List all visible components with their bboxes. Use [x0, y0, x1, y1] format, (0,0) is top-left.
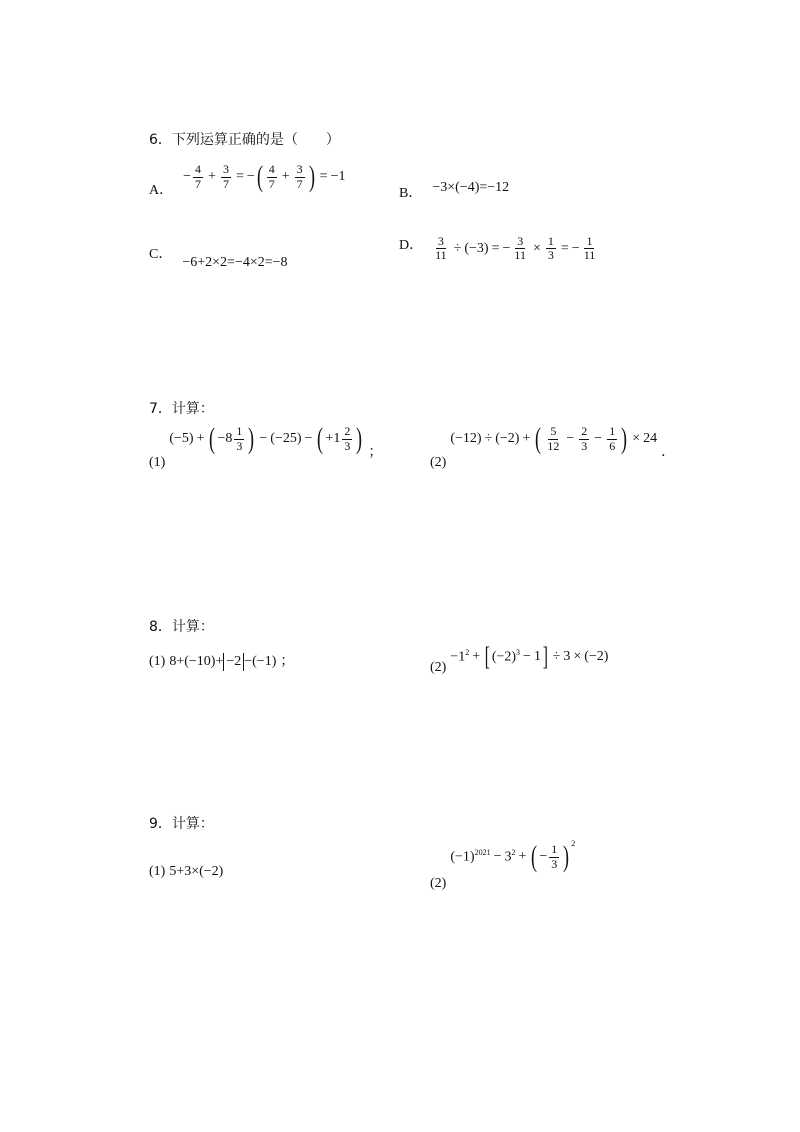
- part-2-label: (2): [430, 875, 447, 891]
- option-d-expression: $\frac{3}{11}$ ÷ (−3) = − $\frac{3}{11}$ × $\frac{1}{3}$ = − $\frac{1}{11}$: [435, 234, 596, 263]
- q6-option-a: [149, 160, 346, 198]
- option-c-label: C．: [149, 247, 173, 262]
- q9-part-1-expression: 5+3×(−2): [169, 864, 224, 879]
- option-c-expression: −6+2×2=−4×2=−8: [182, 255, 288, 270]
- part-1-label: (1): [149, 864, 166, 879]
- q7-part-1: [149, 422, 383, 470]
- part-2-label: (2): [430, 659, 447, 675]
- q7-part-1-tail: ；: [368, 445, 383, 460]
- q7-part-1-expression: (−5) + ( −8 $\frac{1}{3}$ ) − (−25) − ( +1 $\frac{2}{3}$ ): [169, 422, 363, 455]
- question-7-title: 7．计算：: [149, 401, 214, 417]
- q8-part-1-lead: 8+(−10)+: [169, 654, 224, 669]
- q6-option-d: [399, 230, 599, 262]
- q9-part-2-expression: $(-1)^{2021}$ − $3^2$ + ( − $\frac{1}{3}$ ) $^2$: [450, 838, 576, 873]
- q8-part-2: [430, 642, 609, 675]
- option-a-label: A．: [149, 183, 174, 198]
- q8-part-1-rest: −(−1): [244, 654, 277, 669]
- option-d-label: D．: [399, 238, 424, 253]
- part-2-label: (2): [430, 455, 447, 470]
- q6-option-c: [149, 243, 288, 270]
- question-6-title: 6．下列运算正确的是（ ）: [149, 132, 340, 148]
- q7-part-2-tail: ．: [661, 445, 676, 460]
- q8-part-2-expression: $-1^2$ + [ $(-2)^3$ − 1 ] ÷ 3 × (−2): [450, 642, 609, 671]
- option-b-expression: −3×(−4)=−12: [432, 180, 510, 195]
- part-1-label: (1): [149, 455, 166, 470]
- q9-part-2: [430, 838, 576, 891]
- absolute-value: −2: [223, 653, 244, 671]
- q7-part-2-expression: (−12) ÷ (−2) + ( $\frac{5}{12}$ − $\frac{2}{3}$ − $\frac{1}{6}$ ) × 24: [450, 422, 658, 455]
- option-a-expression: − $\frac{4}{7}$ + $\frac{3}{7}$ = − ( $\frac{4}{7}$ + $\frac{3}{7}$ ) = −1: [183, 160, 346, 193]
- q6-option-b: [399, 176, 510, 201]
- option-b-label: B．: [399, 186, 423, 201]
- part-1-label: (1): [149, 654, 166, 669]
- question-9-title: 9．计算：: [149, 816, 214, 832]
- q7-part-2: [430, 422, 676, 470]
- q8-part-1-tail: ；: [280, 654, 295, 669]
- q9-part-1: [149, 862, 223, 880]
- question-8-title: 8．计算：: [149, 619, 214, 635]
- q8-part-1: [149, 650, 294, 671]
- q8-part-1-expression: [169, 653, 276, 671]
